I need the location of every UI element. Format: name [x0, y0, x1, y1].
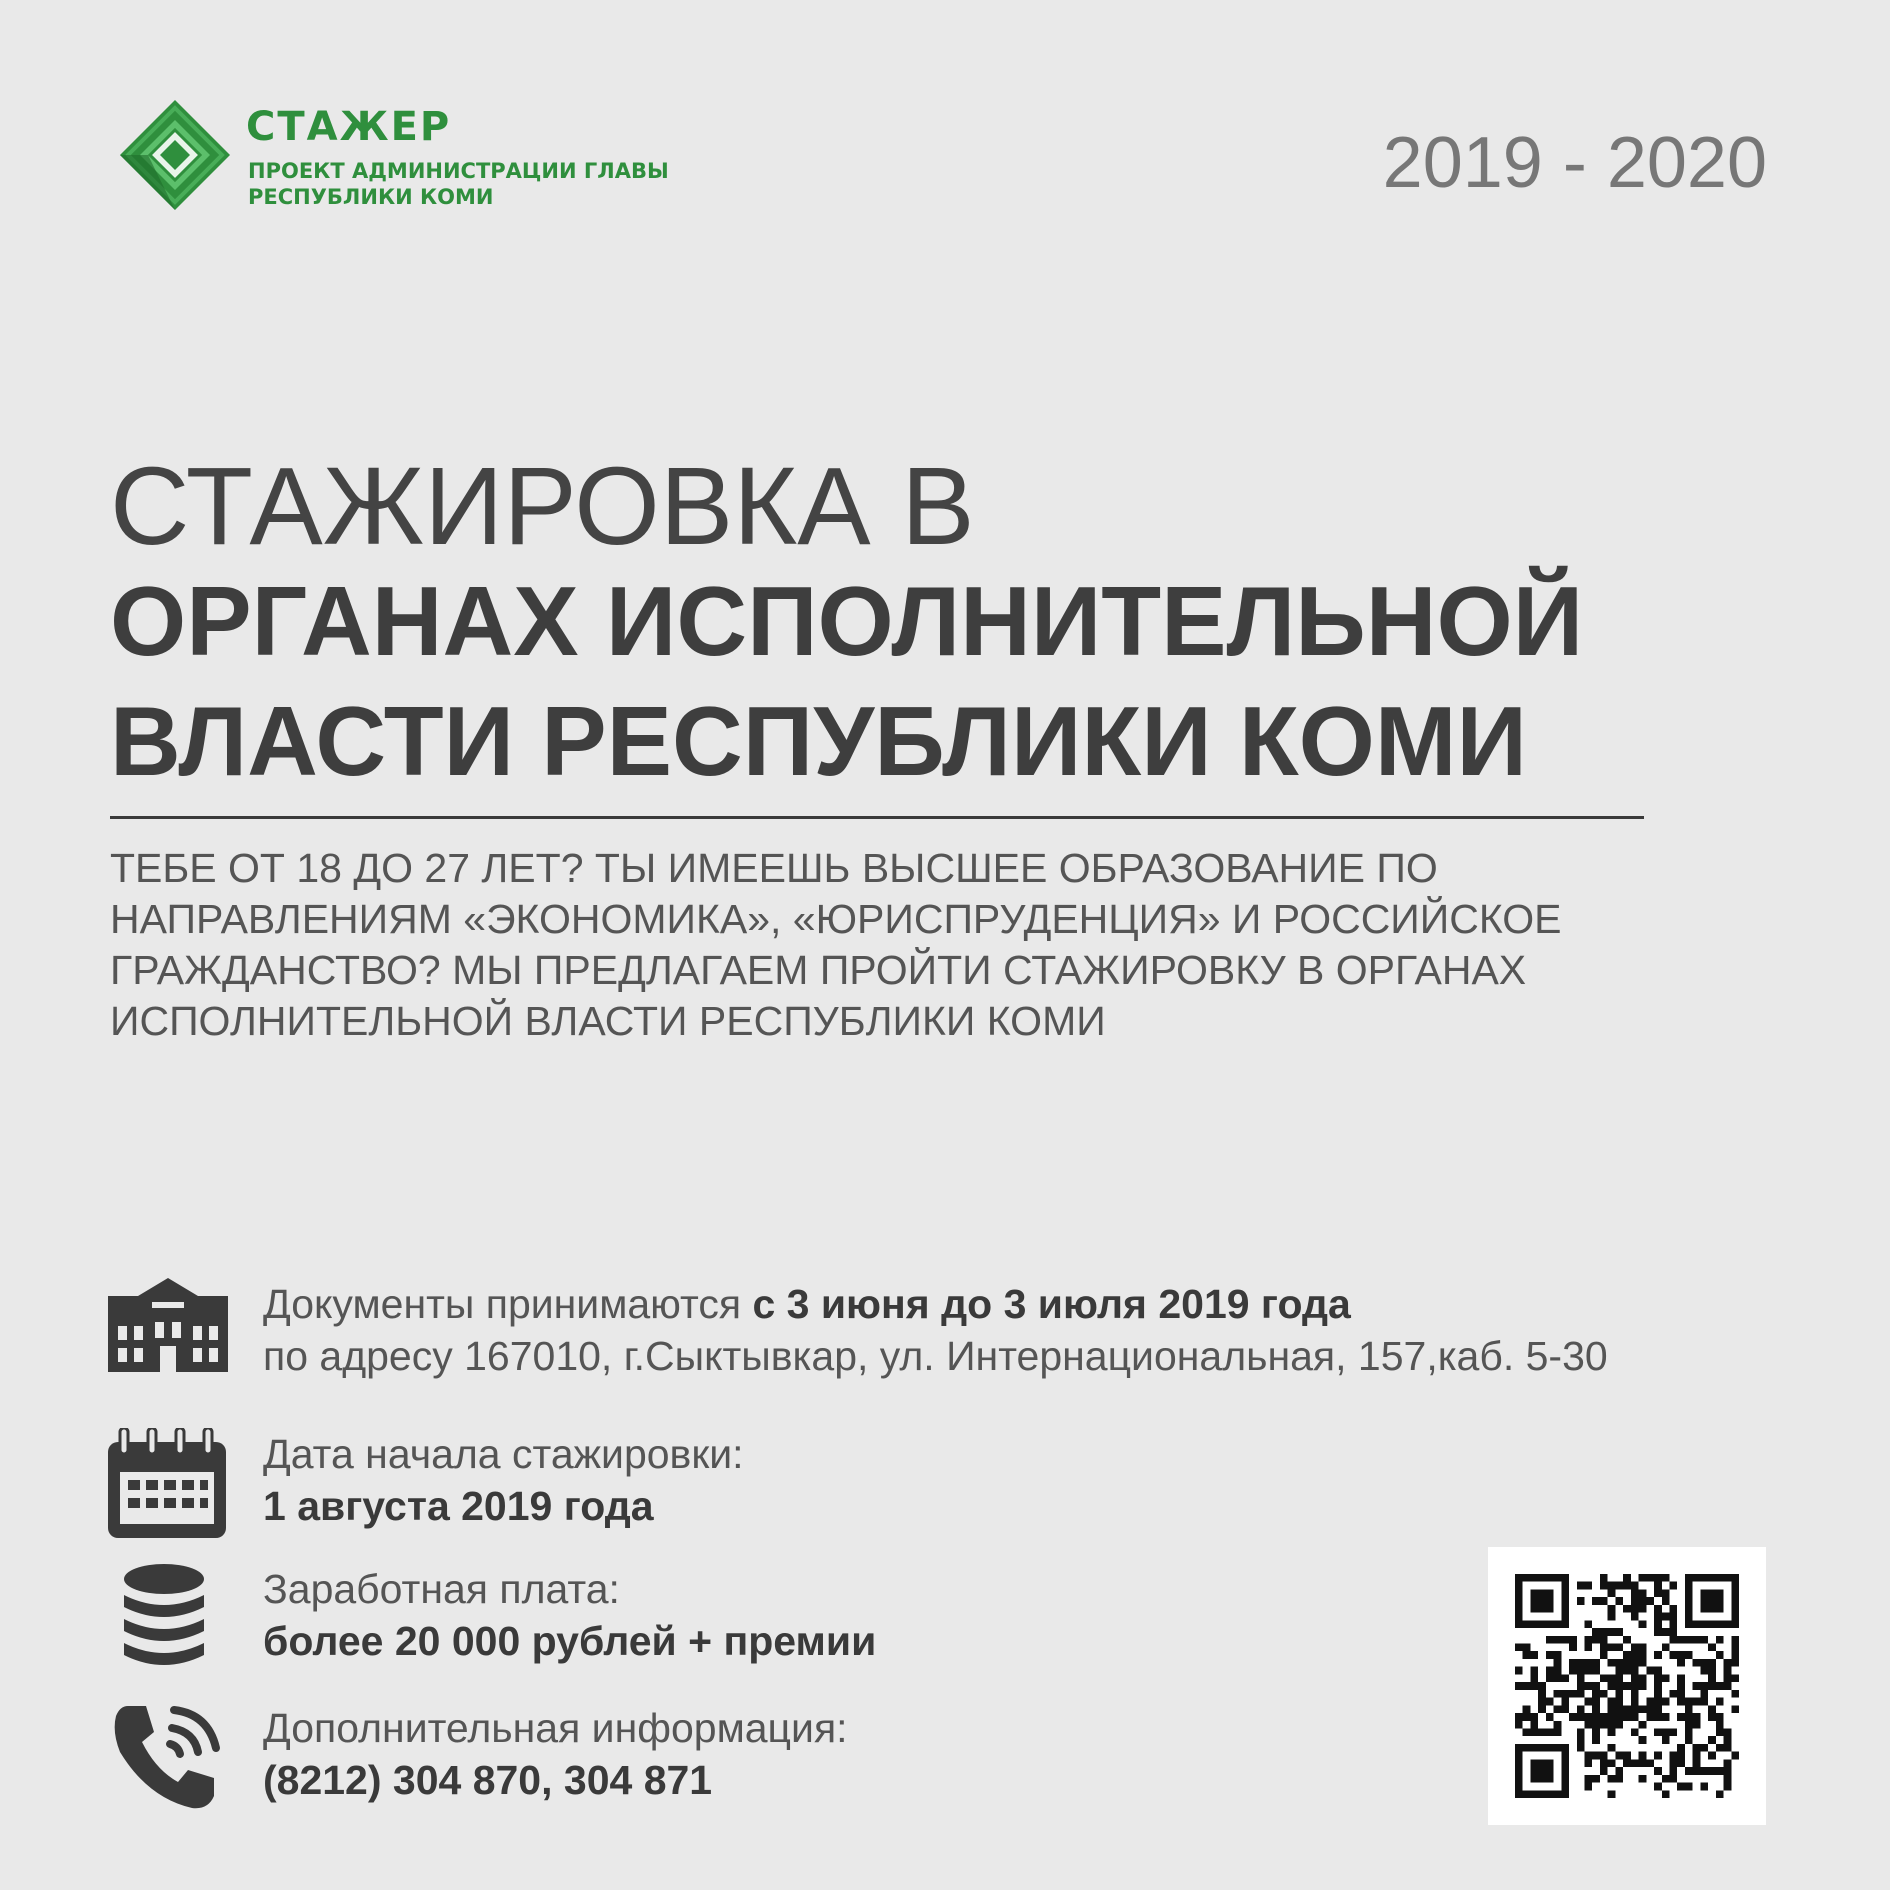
salary-label: Заработная плата: — [263, 1566, 620, 1612]
brand-name: СТАЖЕР — [246, 104, 452, 150]
salary-value: более 20 000 рублей + премии — [263, 1618, 877, 1664]
divider — [110, 816, 1644, 819]
contact-label: Дополнительная информация: — [263, 1705, 848, 1751]
intro-text: ТЕБЕ ОТ 18 ДО 27 ЛЕТ? ТЫ ИМЕЕШЬ ВЫСШЕЕ ОБРАЗОВАНИЕ ПО НАПРАВЛЕНИЯМ «ЭКОНОМИКА», «ЮРИСПРУДЕНЦИЯ» И РОССИЙСКОЕ ГРАЖДАНСТВО? МЫ ПРЕДЛАГАЕМ ПРОЙТИ СТАЖИРОВКУ В ОРГАНАХ ИСПОЛНИТЕЛЬНОЙ ВЛАСТИ РЕСПУБЛИКИ КОМИ — [110, 845, 1562, 1044]
documents-address: по адресу 167010, г.Сыктывкар, ул. Интернациональная, 157,каб. 5-30 — [263, 1333, 1608, 1379]
documents-text — [263, 1278, 1608, 1382]
title-line-3: ВЛАСТИ РЕСПУБЛИКИ КОМИ — [110, 686, 1527, 796]
qr-code-icon — [1515, 1574, 1739, 1798]
start-date-label: Дата начала стажировки: — [263, 1431, 744, 1477]
contact-value: (8212) 304 870, 304 871 — [263, 1757, 713, 1803]
year-range: 2019 - 2020 — [1382, 123, 1767, 203]
page-title — [110, 445, 1710, 812]
start-date-value: 1 августа 2019 года — [263, 1483, 654, 1529]
title-line-1: СТАЖИРОВКА В — [110, 445, 975, 568]
documents-prefix: Документы принимаются — [263, 1281, 753, 1327]
brand-subtitle: ПРОЕКТ АДМИНИСТРАЦИИ ГЛАВЫ РЕСПУБЛИКИ КОМИ — [248, 159, 669, 209]
building-icon — [108, 1278, 228, 1372]
salary-text — [263, 1563, 876, 1667]
contact-text — [263, 1702, 848, 1806]
coins-icon — [108, 1563, 228, 1671]
phone-icon — [108, 1702, 228, 1812]
qr-code[interactable] — [1488, 1547, 1766, 1825]
stazher-logo-icon — [120, 100, 230, 210]
documents-dates: с 3 июня до 3 июля 2019 года — [752, 1281, 1351, 1327]
title-line-2: ОРГАНАХ ИСПОЛНИТЕЛЬНОЙ — [110, 566, 1584, 676]
start-date-text — [263, 1428, 744, 1532]
calendar-icon — [108, 1428, 226, 1538]
